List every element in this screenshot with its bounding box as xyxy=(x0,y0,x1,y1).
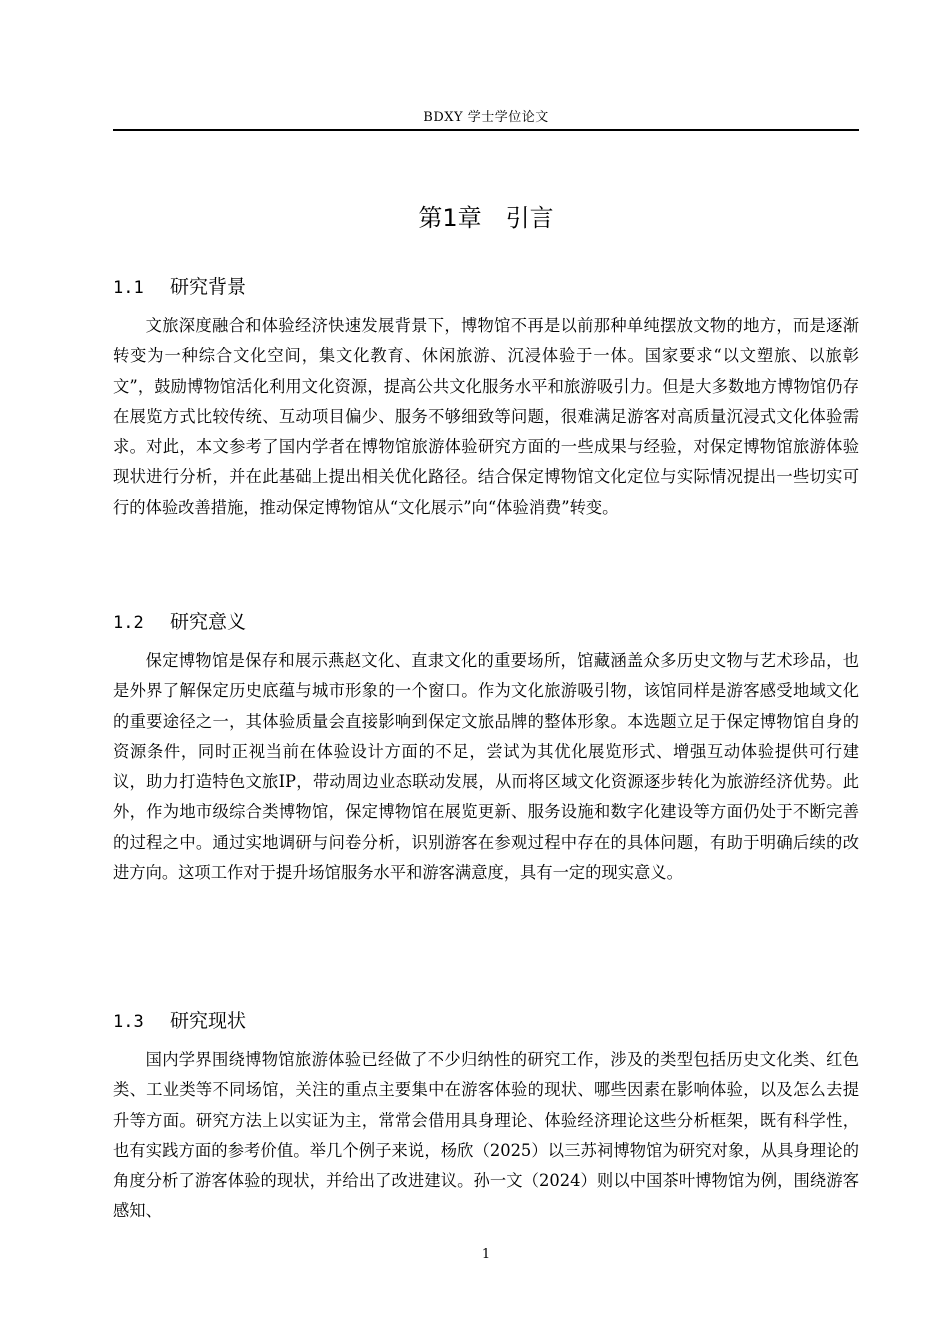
section-heading xyxy=(113,272,859,299)
section-title: 研究现状 xyxy=(170,1010,247,1032)
section-heading xyxy=(113,1006,859,1033)
section-title: 研究背景 xyxy=(170,276,247,298)
chapter-title: 第1章 引言 xyxy=(418,204,554,232)
section-number: 1.3 xyxy=(113,1012,144,1032)
section-paragraph: 保定博物馆是保存和展示燕赵文化、直隶文化的重要场所，馆藏涵盖众多历史文物与艺术珍品，也是外界了解保定历史底蕴与城市形象的一个窗口。作为文化旅游吸引物，该馆同样是游客感受地域文化的重要途径之一，其体验质量会直接影响到保定文旅品牌的整体形象。本选题立足于保定博物馆自身的资源条件，同时正视当前在体验设计方面的不足，尝试为其优化展览形式、增强互动体验提供可行建议，助力打造特色文旅IP，带动周边业态联动发展，从而将区域文化资源逐步转化为旅游经济优势。此外，作为地市级综合类博物馆，保定博物馆在展览更新、服务设施和数字化建设等方面仍处于不断完善的过程之中。通过实地调研与问卷分析，识别游客在参观过程中存在的具体问题，有助于明确后续的改进方向。这项工作对于提升场馆服务水平和游客满意度，具有一定的现实意义。 xyxy=(113,651,859,883)
page-number: 1 xyxy=(481,1247,491,1262)
section-heading xyxy=(113,607,859,634)
section-number: 1.1 xyxy=(113,278,144,298)
section-title: 研究意义 xyxy=(170,611,247,633)
section-paragraph: 文旅深度融合和体验经济快速发展背景下，博物馆不再是以前那种单纯摆放文物的地方，而是逐渐转变为一种综合文化空间，集文化教育、休闲旅游、沉浸体验于一体。国家要求“以文塑旅、以旅彰文”，鼓励博物馆活化利用文化资源，提高公共文化服务水平和旅游吸引力。但是大多数地方博物馆仍存在展览方式比较传统、互动项目偏少、服务不够细致等问题，很难满足游客对高质量沉浸式文化体验需求。对此，本文参考了国内学者在博物馆旅游体验研究方面的一些成果与经验，对保定博物馆旅游体验现状进行分析，并在此基础上提出相关优化路径。结合保定博物馆文化定位与实际情况提出一些切实可行的体验改善措施，推动保定博物馆从“文化展示”向“体验消费”转变。 xyxy=(113,316,859,517)
section-paragraph: 国内学界围绕博物馆旅游体验已经做了不少归纳性的研究工作，涉及的类型包括历史文化类、红色类、工业类等不同场馆，关注的重点主要集中在游客体验的现状、哪些因素在影响体验，以及怎么去提升等方面。研究方法上以实证为主，常常会借用具身理论、体验经济理论这些分析框架，既有科学性，也有实践方面的参考价值。举几个例子来说，杨欣（2025）以三苏祠博物馆为研究对象，从具身理论的角度分析了游客体验的现状，并给出了改进建议。孙一文（2024）则以中国茶叶博物馆为例，围绕游客感知、 xyxy=(113,1050,859,1221)
running-header: BDXY 学士学位论文 xyxy=(423,110,549,125)
section-number: 1.2 xyxy=(113,613,144,633)
header-rule xyxy=(113,129,859,131)
